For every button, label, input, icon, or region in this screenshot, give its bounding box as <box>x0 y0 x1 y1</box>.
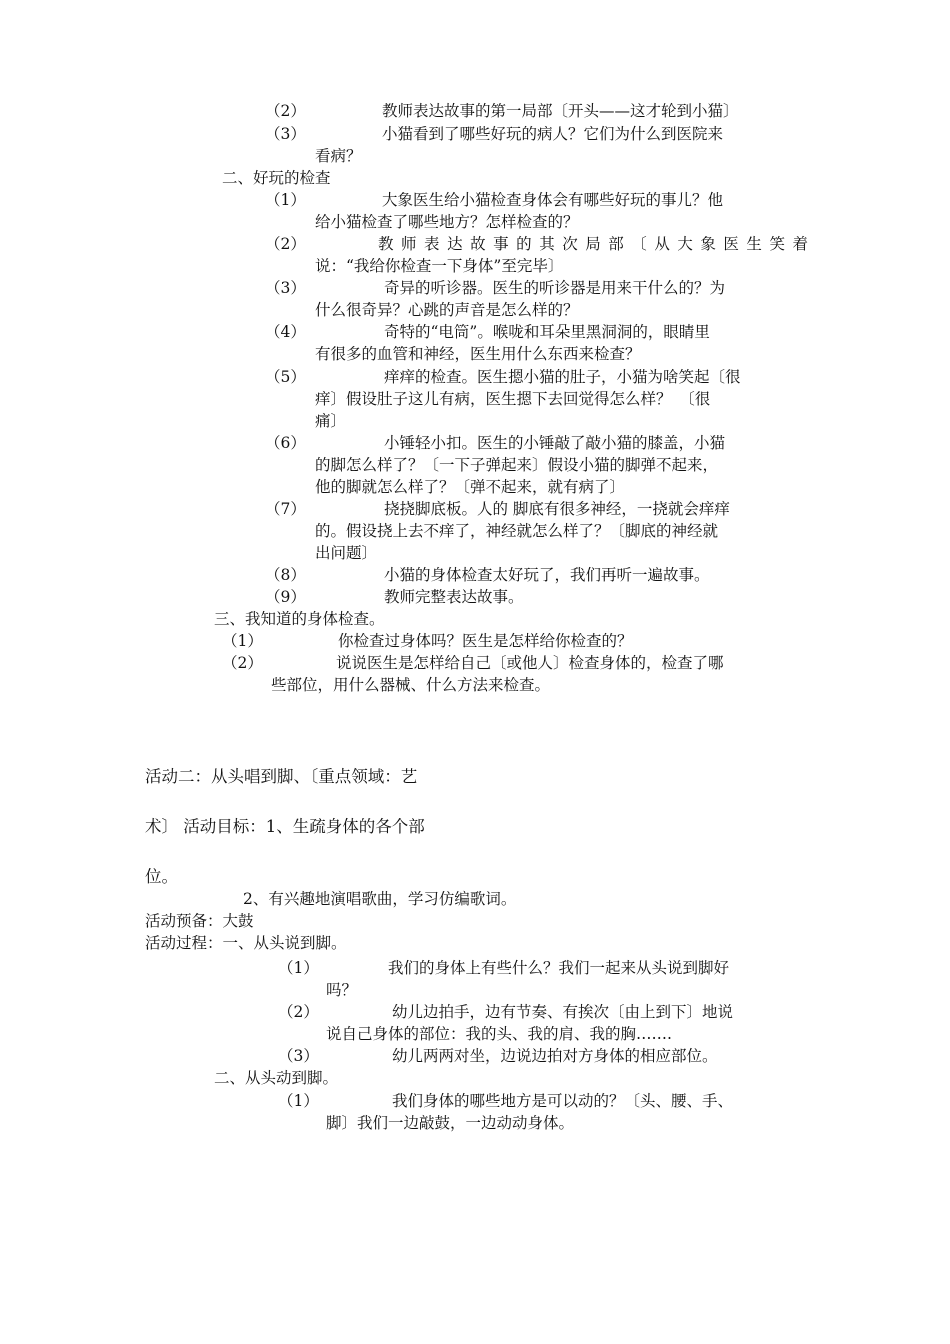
item-number: （3） <box>265 279 306 297</box>
item-text: 我们身体的哪些地方是可以动的？〔头、腰、手、 <box>392 1092 734 1110</box>
item-text: 给小猫检查了哪些地方？怎样检查的？ <box>315 213 579 231</box>
item-text: 教师完整表达故事。 <box>384 588 524 606</box>
item-text: 说说医生是怎样给自己〔或他人〕检查身体的，检查了哪 <box>336 654 724 672</box>
item-number: （7） <box>265 500 306 518</box>
item-text: 小锤轻小扣。医生的小锤敲了敲小猫的膝盖，小猫 <box>384 434 726 452</box>
activity-process: 活动过程：一、从头说到脚。 <box>145 934 347 952</box>
item-number: （8） <box>265 566 306 584</box>
item-number: （1） <box>222 632 263 650</box>
activity-title: 位。 <box>145 867 178 886</box>
activity-prep: 活动预备：大鼓 <box>145 912 254 930</box>
activity-title: 活动二：从头唱到脚、〔重点领域：艺 <box>145 767 418 786</box>
item-text: 说：“我给你检查一下身体”至完毕〕 <box>315 257 564 275</box>
item-text: 的。假设挠上去不痒了，神经就怎么样了？〔脚底的神经就 <box>315 522 719 540</box>
item-number: （1） <box>278 1092 319 1110</box>
item-number: （2） <box>222 654 263 672</box>
item-text: 我们的身体上有些什么？我们一起来从头说到脚好 <box>388 959 730 977</box>
item-text: 幼儿边拍手，边有节奏、有挨次〔由上到下〕地说 <box>392 1003 734 1021</box>
item-text: 痒〕假设肚子这儿有病，医生摁下去回觉得怎么样？ 〔很 <box>315 390 711 408</box>
activity-goal: 2、有兴趣地演唱歌曲，学习仿编歌词。 <box>243 890 517 908</box>
item-number: （2） <box>278 1003 319 1021</box>
item-number: （1） <box>265 191 306 209</box>
item-number: （6） <box>265 434 306 452</box>
section-heading: 二、好玩的检查 <box>222 169 331 187</box>
item-text: 小猫看到了哪些好玩的病人？它们为什么到医院来 <box>382 125 724 143</box>
item-text: 有很多的血管和神经，医生用什么东西来检查？ <box>315 345 641 363</box>
item-text: 小猫的身体检查太好玩了，我们再听一遍故事。 <box>384 566 710 584</box>
item-text: 他的脚就怎么样了？〔弹不起来，就有病了〕 <box>315 478 626 496</box>
item-text: 挠挠脚底板。人的 脚底有很多神经，一挠就会痒痒 <box>384 500 730 518</box>
section-heading: 三、我知道的身体检查。 <box>214 610 385 628</box>
item-text: 吗？ <box>326 981 358 999</box>
section-heading: 二、从头动到脚。 <box>214 1069 339 1087</box>
item-number: （4） <box>265 323 306 341</box>
item-number: （5） <box>265 368 306 386</box>
item-number: （1） <box>278 959 319 977</box>
item-text: 奇异的听诊器。医生的听诊器是用来干什么的？为 <box>384 279 726 297</box>
item-number: （3） <box>278 1047 319 1065</box>
item-text: 痒痒的检查。医生摁小猫的肚子，小猫为啥笑起〔很 <box>384 368 741 386</box>
item-text: 幼儿两两对坐，边说边拍对方身体的相应部位。 <box>392 1047 718 1065</box>
item-number: （2） <box>265 235 306 253</box>
item-text: 些部位，用什么器械、什么方法来检查。 <box>271 676 551 694</box>
activity-title: 术〕 活动目标：1、生疏身体的各个部 <box>145 817 425 836</box>
item-text: 的脚怎么样了？〔一下子弹起来〕假设小猫的脚弹不起来， <box>315 456 719 474</box>
item-text: 教师表达故事的其次局部〔从大象医生笑着 <box>378 235 808 253</box>
item-text: 什么很奇异？心跳的声音是怎么样的？ <box>315 301 579 319</box>
item-text: 说自己身体的部位：我的头、我的肩、我的胸……. <box>326 1025 672 1043</box>
item-number: （3） <box>265 125 306 143</box>
item-text: 痛〕 <box>315 412 347 430</box>
item-text: 大象医生给小猫检查身体会有哪些好玩的事儿？他 <box>382 191 724 209</box>
item-number: （2） <box>265 102 306 120</box>
item-text: 教师表达故事的第一局部〔开头——这才轮到小猫〕 <box>382 102 739 120</box>
item-text: 看病？ <box>315 147 362 165</box>
item-text: 脚〕我们一边敲鼓，一边动动身体。 <box>326 1114 575 1132</box>
item-text: 你检查过身体吗？医生是怎样给你检查的？ <box>338 632 633 650</box>
item-number: （9） <box>265 588 306 606</box>
item-text: 奇特的“电筒”。喉咙和耳朵里黑洞洞的，眼睛里 <box>384 323 710 341</box>
item-text: 出问题〕 <box>315 544 378 562</box>
